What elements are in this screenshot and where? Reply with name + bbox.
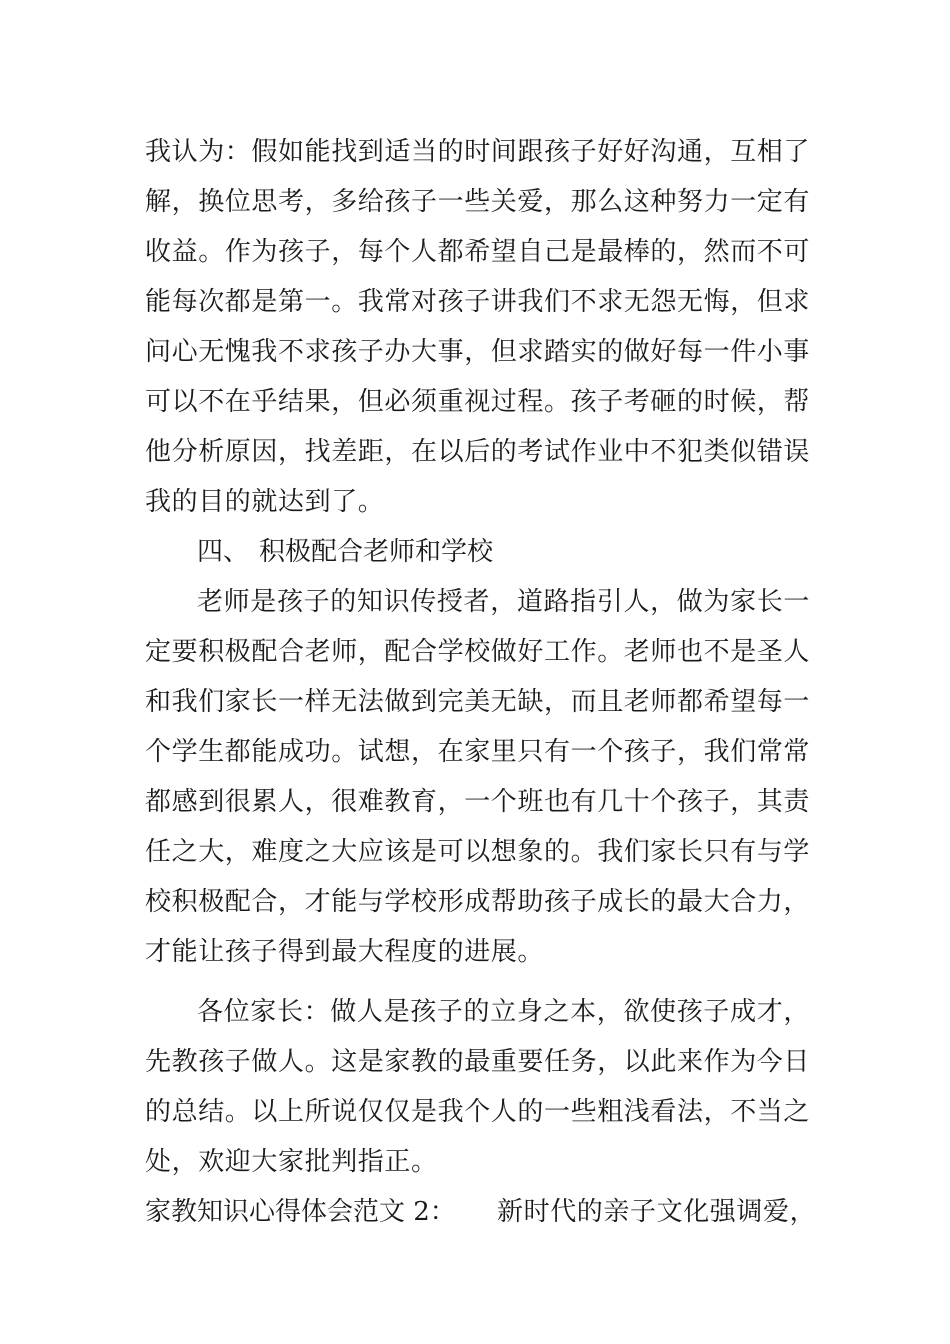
paragraph-line: 先教孩子做人。这是家教的最重要任务，以此来作为今日 <box>145 1047 811 1077</box>
next-article-line <box>145 1197 817 1227</box>
paragraph-line: 校积极配合，才能与学校形成帮助孩子成长的最大合力， <box>145 887 811 917</box>
paragraph-line: 解，换位思考，多给孩子一些关爱，那么这种努力一定有 <box>145 187 811 217</box>
paragraph-line: 可以不在乎结果，但必须重视过程。孩子考砸的时候，帮 <box>145 387 811 417</box>
paragraph-line: 处，欢迎大家批判指正。 <box>145 1147 438 1177</box>
paragraph-line: 我认为：假如能找到适当的时间跟孩子好好沟通，互相了 <box>145 137 811 167</box>
paragraph-line: 各位家长：做人是孩子的立身之本，欲使孩子成才， <box>197 997 810 1027</box>
paragraph-line: 个学生都能成功。试想，在家里只有一个孩子，我们常常 <box>145 737 811 767</box>
paragraph-line: 他分析原因，找差距，在以后的考试作业中不犯类似错误 <box>145 437 811 467</box>
paragraph-line: 老师是孩子的知识传授者，道路指引人，做为家长一 <box>197 587 810 617</box>
paragraph-line: 定要积极配合老师，配合学校做好工作。老师也不是圣人 <box>145 637 811 667</box>
paragraph-line: 任之大，难度之大应该是可以想象的。我们家长只有与学 <box>145 837 811 867</box>
section-heading <box>197 537 493 567</box>
paragraph-line: 和我们家长一样无法做到完美无缺，而且老师都希望每一 <box>145 687 811 717</box>
paragraph-line: 都感到很累人，很难教育，一个班也有几十个孩子，其责 <box>145 787 811 817</box>
paragraph-line: 的总结。以上所说仅仅是我个人的一些粗浅看法，不当之 <box>145 1097 811 1127</box>
paragraph-line: 收益。作为孩子，每个人都希望自己是最棒的，然而不可 <box>145 237 811 267</box>
paragraph-line: 能每次都是第一。我常对孩子讲我们不求无怨无悔，但求 <box>145 287 811 317</box>
next-article-text: 新时代的亲子文化强调爱， <box>497 1197 817 1227</box>
paragraph-line: 我的目的就达到了。 <box>145 487 385 517</box>
paragraph-line: 才能让孩子得到最大程度的进展。 <box>145 937 545 967</box>
next-article-label: 家教知识心得体会范文 2： <box>145 1197 456 1227</box>
section-number: 四、 <box>197 537 250 567</box>
section-title: 积极配合老师和学校 <box>259 537 494 567</box>
paragraph-line: 问心无愧我不求孩子办大事，但求踏实的做好每一件小事 <box>145 337 811 367</box>
